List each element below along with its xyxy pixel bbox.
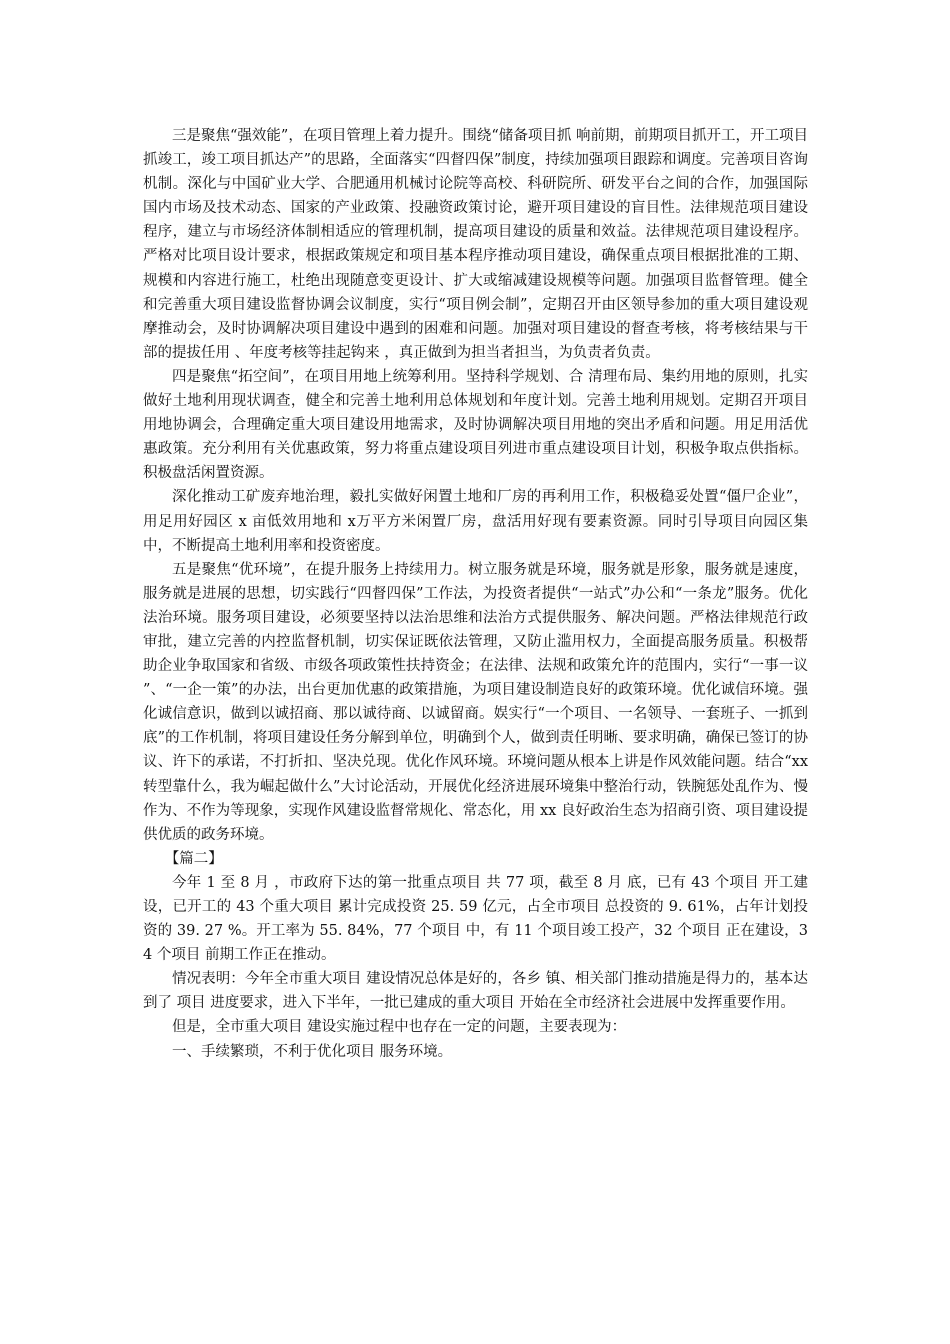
paragraph-progress: 今年 1 至 8 月 ，市政府下达的第一批重点项目 共 77 项，截至 8 月 底，已有 43 个项目 开工建设，已开工的 43 个重大项目 累计完成投资 25. 59 亿元，占全市项目 总投资的 9. 61%，占年计划投资的 39. 27 %。开工率为 55. 84%，77 个项目 中，有 11 个项目竣工投产，32 个项目 正在建设，34 个项目 前期工作正在推动。 <box>143 874 808 964</box>
paragraph-problems-intro: 但是，全市重大项目 建设实施过程中也存在一定的问题，主要表现为： <box>172 1019 627 1036</box>
paragraph-situation: 情况表明：今年全市重大项目 建设情况总体是好的，各乡 镇、相关部门推动措施是得力的，基本达到了 项目 进度要求，进入下半年，一批已建成的重大项目 开始在全市经济社会进展中发挥重要作用。 <box>143 971 808 1012</box>
paragraph-problem-one: 一、手续繁琐，不利于优化项目 服务环境。 <box>172 1043 453 1060</box>
section-heading: 【篇二】 <box>164 850 223 867</box>
paragraph-space: 四是聚焦“拓空间”，在项目用地上统筹利用。坚持科学规划、合 清理布局、集约用地的原则，扎实做好土地利用现状调查，健全和完善土地利用总体规划和年度计划。完善土地利用规划。定期召开项目用地协调会，合理确定重大项目建设用地需求，及时协调解决项目用地的突出矛盾和问题。用足用活优惠政策。充分利用有关优惠政策，努力将重点建设项目列进市重点建设项目计划，积极争取点供指标。积极盘活闲置资源。 <box>143 368 808 482</box>
paragraph-efficiency: 三是聚焦“强效能”，在项目管理上着力提升。围绕“储备项目抓 响前期，前期项目抓开工，开工项目抓竣工，竣工项目抓达产”的思路，全面落实“四督四保”制度，持续加强项目跟踪和调度。完善项目咨询机制。深化与中国矿业大学、合肥通用机械讨论院等高校、科研院所、研发平台之间的合作，加强国际国内市场及技术动态、国家的产业政策、投融资政策讨论，避开项目建设的盲目性。法律规范项目建设程序，建立与市场经济体制相适应的管理机制，提高项目建设的质量和效益。法律规范项目建设程序。严格对比项目设计要求，根据政策规定和项目基本程序推动项目建设，确保重点项目根据批准的工期、规模和内容进行施工，杜绝出现随意变更设计、扩大或缩减建设规模等问题。加强项目监督管理。健全和完善重大项目建设监督协调会议制度，实行“项目例会制”，定期召开由区领导参加的重大项目建设观摩推动会，及时协调解决项目建设中遇到的困难和问题。加强对项目建设的督查考核，将考核结果与干部的提拔任用 、年度考核等挂起钩来 ，真正做到为担当者担当，为负责者负责。 <box>143 128 808 361</box>
paragraph-land-governance: 深化推动工矿废弃地治理，毅扎实做好闲置土地和厂房的再利用工作，积极稳妥处置“僵尸企业”，用足用好园区 x 亩低效用地和 x万平方米闲置厂房，盘活用好现有要素资源。同时引导项目向园区集中，不断提高土地利用率和投资密度。 <box>143 489 808 554</box>
document-body <box>143 124 808 1064</box>
paragraph-environment: 五是聚焦“优环境”，在提升服务上持续用力。树立服务就是环境，服务就是形象，服务就是速度，服务就是进展的思想，切实践行“四督四保”工作法，为投资者提供“一站式”办公和“一条龙”服务。优化法治环境。服务项目建设，必须要坚持以法治思维和法治方式提供服务、解决问题。严格法律规范行政审批，建立完善的内控监督机制，切实保证既依法管理，又防止滥用权力，全面提高服务质量。积极帮助企业争取国家和省级、市级各项政策性扶持资金；在法律、法规和政策允许的范围内，实行“一事一议 ”、“一企一策”的办法，出台更加优惠的政策措施，为项目建设制造良好的政策环境。优化诚信环境。强化诚信意识，做到以诚招商、那以诚待商、以诚留商。娱实行“一个项目、一名领导、一套班子、一抓到底”的工作机制，将项目建设任务分解到单位，明确到个人，做到责任明晰、要求明确，确保已签订的协议、许下的承诺，不打折扣、坚决兑现。优化作风环境。环境问题从根本上讲是作风效能问题。结合“xx 转型靠什么，我为崛起做什么”大讨论活动，开展优化经济进展环境集中整治行动，铁腕惩处乱作为、慢作为、不作为等现象，实现作风建设监督常规化、常态化，用 xx 良好政治生态为招商引资、项目建设提供优质的政务环境。 <box>143 561 808 843</box>
